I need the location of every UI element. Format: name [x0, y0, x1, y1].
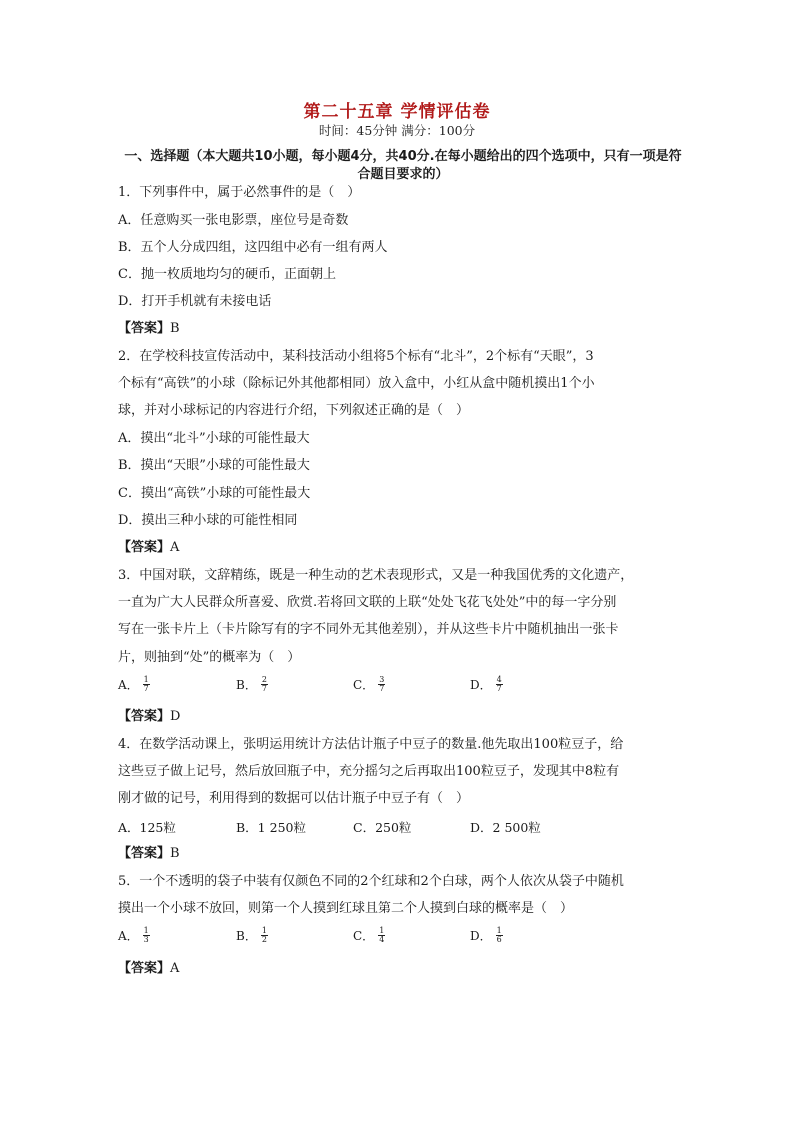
- fraction: $\frac{1}{3}$: [143, 926, 149, 944]
- q4-option-b: B．1 250粒: [236, 820, 306, 835]
- q5-stem-line2: 摸出一个小球不放回，则第一个人摸到红球且第二个人摸到白球的概率是（ ）: [118, 901, 574, 916]
- q2-stem-line1: 2．在学校科技宣传活动中，某科技活动小组将5个标有“北斗”，2个标有“天眼”，3: [118, 349, 594, 364]
- q2-answer: [118, 539, 179, 557]
- fraction: $\frac{3}{7}$: [379, 675, 385, 693]
- q2-answer-value: A: [170, 540, 180, 555]
- q3-option-a: A． $\frac{1}{7}$: [118, 675, 149, 693]
- fraction: $\frac{2}{7}$: [261, 675, 267, 693]
- fraction: $\frac{4}{7}$: [496, 675, 502, 693]
- page-title: 第二十五章 学情评估卷: [303, 102, 491, 122]
- q5-answer-value: A: [170, 961, 180, 976]
- q1-option-b: B．五个人分成四组，这四组中必有一组有两人: [118, 240, 388, 255]
- q1-option-a: A．任意购买一张电影票，座位号是奇数: [118, 213, 349, 228]
- q3-option-b: B． $\frac{2}{7}$: [236, 675, 267, 693]
- q3-option-d: D． $\frac{4}{7}$: [470, 675, 502, 693]
- q4-stem-line2: 这些豆子做上记号，然后放回瓶子中，充分摇匀之后再取出100粒豆子，发现其中8粒有: [118, 764, 620, 779]
- answer-label: 【答案】: [118, 709, 171, 724]
- q2-option-b: B．摸出“天眼”小球的可能性最大: [118, 458, 310, 473]
- q5-answer: [118, 960, 179, 978]
- q3-option-c: C． $\frac{3}{7}$: [353, 675, 385, 693]
- q1-stem: 1．下列事件中，属于必然事件的是（ ）: [118, 185, 361, 200]
- q2-stem-line2: 个标有“高铁”的小球（除标记外其他都相同）放入盒中，小红从盒中随机摸出1个小: [118, 376, 595, 391]
- q5-option-a: A． $\frac{1}{3}$: [118, 926, 149, 944]
- q3-stem-line4: 片，则抽到“处”的概率为（ ）: [118, 650, 301, 665]
- q5-option-d: D． $\frac{1}{6}$: [470, 926, 502, 944]
- q4-option-d: D．2 500粒: [470, 820, 541, 835]
- q4-option-c: C．250粒: [353, 820, 412, 835]
- q4-option-a: A．125粒: [118, 820, 176, 835]
- q2-stem-line3: 球，并对小球标记的内容进行介绍，下列叙述正确的是（ ）: [118, 403, 470, 418]
- fraction: $\frac{1}{2}$: [261, 926, 267, 944]
- q4-stem-line1: 4．在数学活动课上，张明运用统计方法估计瓶子中豆子的数量.他先取出100粒豆子，给: [118, 737, 624, 752]
- q1-option-d: D．打开手机就有未接电话: [118, 294, 272, 309]
- fraction: $\frac{1}{4}$: [379, 926, 385, 944]
- q2-option-d: D．摸出三种小球的可能性相同: [118, 513, 298, 528]
- answer-label: 【答案】: [118, 540, 171, 555]
- q2-option-c: C．摸出“高铁”小球的可能性最大: [118, 486, 311, 501]
- q5-stem-line1: 5．一个不透明的袋子中装有仅颜色不同的2个红球和2个白球，两个人依次从袋子中随机: [118, 874, 624, 889]
- fraction: $\frac{1}{6}$: [496, 926, 502, 944]
- q5-option-b: B． $\frac{1}{2}$: [236, 926, 267, 944]
- exam-meta: 时间：45分钟 满分：100分: [318, 123, 476, 138]
- q5-option-c: C． $\frac{1}{4}$: [353, 926, 385, 944]
- q4-answer-value: B: [170, 846, 180, 861]
- q1-answer-value: B: [170, 321, 180, 336]
- section-heading: 一、选择题（本大题共10小题，每小题4分，共40分.在每小题给出的四个选项中，只有一项是符合题目要求的）: [124, 149, 682, 182]
- q3-stem-line3: 写在一张卡片上（卡片除写有的字不同外无其他差别），并从这些卡片中随机抽出一张卡: [118, 622, 619, 637]
- q4-stem-line3: 刚才做的记号，利用得到的数据可以估计瓶子中豆子有（ ）: [118, 791, 470, 806]
- answer-label: 【答案】: [118, 961, 171, 976]
- q3-stem-line2: 一直为广大人民群众所喜爱、欣赏.若将回文联的上联“处处飞花飞处处”中的每一字分别: [118, 595, 617, 610]
- q3-answer-value: D: [170, 709, 181, 724]
- q3-stem-line1: 3．中国对联，文辞精练，既是一种生动的艺术表现形式，又是一种我国优秀的文化遗产，: [118, 568, 634, 583]
- q1-answer: [118, 320, 180, 338]
- q3-answer: [118, 708, 180, 726]
- answer-label: 【答案】: [118, 846, 171, 861]
- q4-answer: [118, 845, 180, 863]
- fraction: $\frac{1}{7}$: [143, 675, 149, 693]
- answer-label: 【答案】: [118, 321, 171, 336]
- q1-option-c: C．抛一枚质地均匀的硬币，正面朝上: [118, 267, 336, 282]
- q2-option-a: A．摸出“北斗”小球的可能性最大: [118, 431, 310, 446]
